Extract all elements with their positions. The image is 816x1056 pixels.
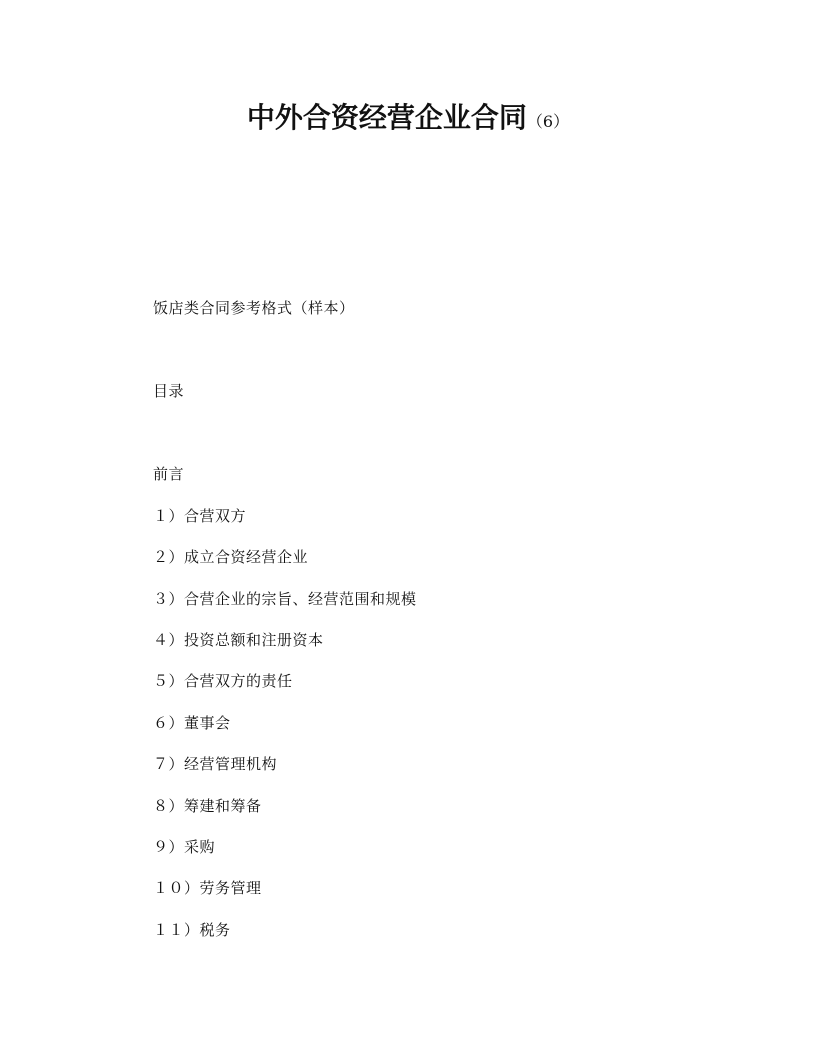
toc-item: ３）合营企业的宗旨、经营范围和规模 [153,590,417,608]
document-title [0,96,816,136]
preface-heading: 前言 [153,465,185,483]
toc-item: ６）董事会 [153,714,231,732]
toc-item: ９）采购 [153,838,216,856]
toc-item: ８）筹建和筹备 [153,797,262,815]
document-subtitle: 饭店类合同参考格式（样本） [153,299,355,317]
toc-heading: 目录 [153,382,185,400]
toc-item: １）合营双方 [153,507,247,525]
toc-item: ２）成立合资经营企业 [153,548,309,566]
toc-item: ７）经营管理机构 [153,755,278,773]
toc-item: １０）劳务管理 [153,879,262,897]
toc-item: ５）合营双方的责任 [153,672,293,690]
toc-item: ４）投资总额和注册资本 [153,631,324,649]
toc-item: １１）税务 [153,921,231,939]
document-title-text: 中外合资经营企业合同 [246,101,527,134]
document-title-suffix: （6） [526,112,570,131]
